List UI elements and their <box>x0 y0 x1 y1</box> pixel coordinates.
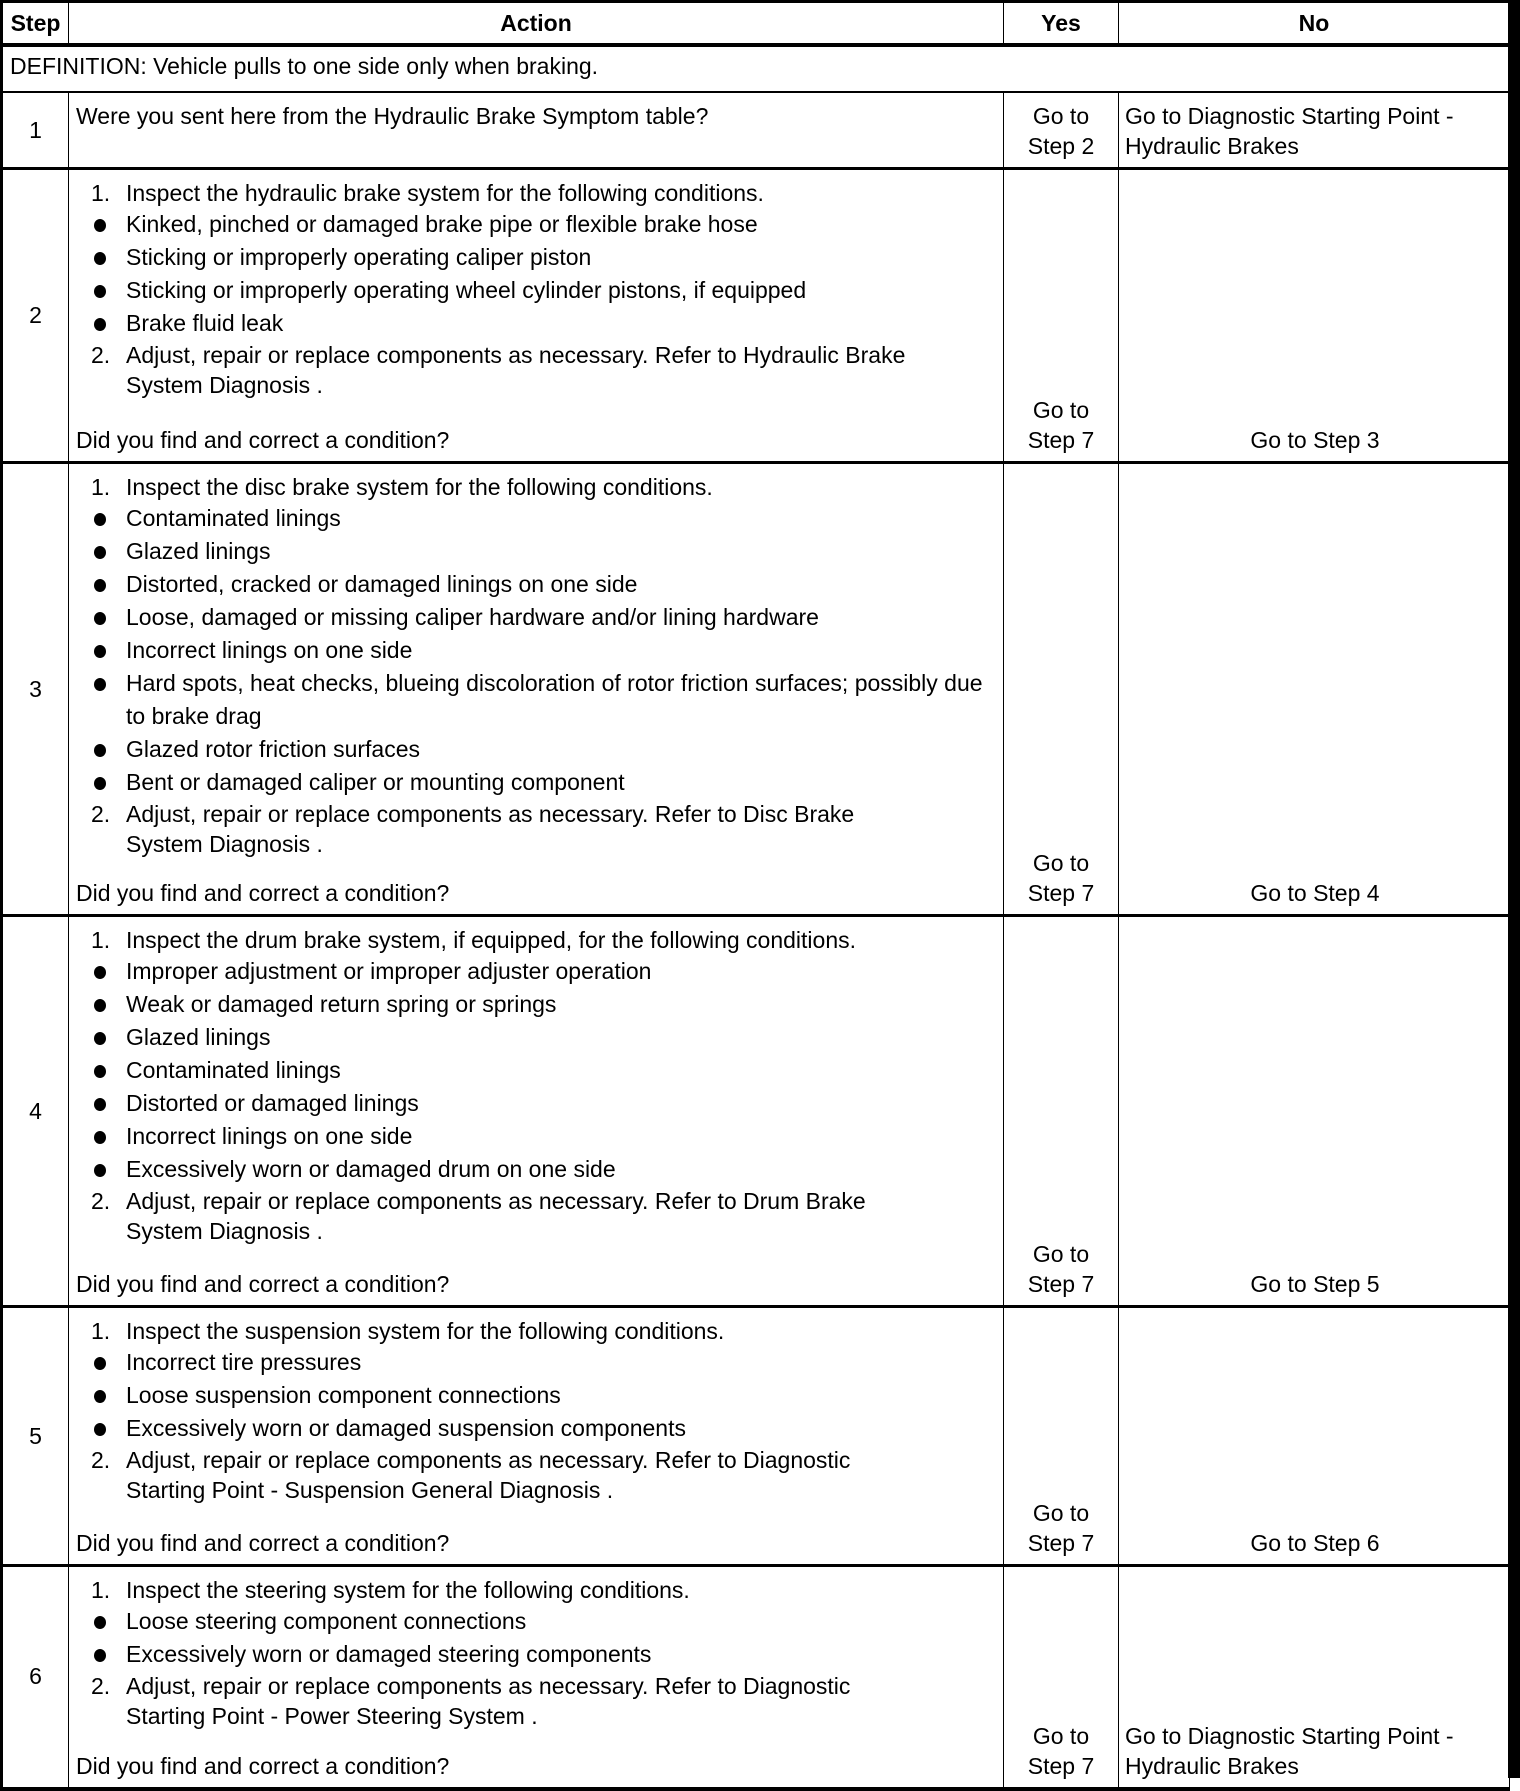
step-number: 3 <box>2 463 69 916</box>
step-number: 5 <box>2 1307 69 1566</box>
bullet-text: Incorrect linings on one side <box>126 1123 413 1149</box>
bullet-text: Glazed linings <box>126 1024 271 1050</box>
bullet-icon <box>94 1164 106 1177</box>
bullet-item <box>76 1605 995 1638</box>
definition-text: DEFINITION: Vehicle pulls to one side only when braking. <box>2 45 1510 92</box>
step-number: 6 <box>2 1566 69 1789</box>
yes-line: Go to <box>1032 1500 1090 1526</box>
bullet-icon <box>94 285 106 298</box>
bullet-item <box>76 1379 995 1412</box>
bullet-item <box>76 667 995 733</box>
yes-cell <box>1004 463 1119 916</box>
inspect-text: Inspect the drum brake system, if equipped, for the following conditions. <box>126 927 857 953</box>
yes-line: Go to <box>1032 1241 1090 1267</box>
question: Did you find and correct a condition? <box>76 1271 450 1297</box>
bullet-text: Sticking or improperly operating caliper piston <box>126 244 592 270</box>
no-cell <box>1119 1307 1510 1566</box>
yes-line: Step 2 <box>1027 133 1095 159</box>
bullet-text: Excessively worn or damaged drum on one side <box>126 1156 616 1182</box>
bullet-icon <box>94 1649 106 1662</box>
no-cell <box>1119 463 1510 916</box>
bullet-icon <box>94 1131 106 1144</box>
bullet-text: Sticking or improperly operating wheel cylinder pistons, if equipped <box>126 277 807 303</box>
bullet-text: Contaminated linings <box>126 505 341 531</box>
list-item-1 <box>76 178 995 340</box>
list-item-2 <box>76 1186 995 1246</box>
bullet-item <box>76 988 995 1021</box>
bullet-list <box>76 502 995 799</box>
adjust-text: Starting Point - Suspension General Diagnosis . <box>126 1477 614 1503</box>
yes-line: Go to <box>1032 1722 1090 1749</box>
bullet-icon <box>94 966 106 979</box>
bullet-icon <box>94 1616 106 1629</box>
list-number: 2. <box>91 801 111 827</box>
bullet-icon <box>94 645 106 658</box>
yes-cell <box>1004 92 1119 169</box>
bullet-text: Hard spots, heat checks, blueing discoloration of rotor friction surfaces; possibly due to brake drag <box>126 670 983 729</box>
bullet-item <box>76 634 995 667</box>
bullet-icon <box>94 579 106 592</box>
step-row-3 <box>2 463 1510 916</box>
list-number: 2. <box>91 1188 111 1214</box>
list-number: 1. <box>91 927 111 953</box>
list-item-1 <box>76 472 995 799</box>
inspect-text: Inspect the hydraulic brake system for the following conditions. <box>126 180 764 206</box>
bullet-icon <box>94 219 106 232</box>
bullet-icon <box>94 1390 106 1403</box>
bullet-text: Loose suspension component connections <box>126 1382 561 1408</box>
bullet-text: Incorrect linings on one side <box>126 637 413 663</box>
bullet-text: Distorted, cracked or damaged linings on one side <box>126 571 638 597</box>
action-cell <box>69 169 1004 463</box>
bullet-item <box>76 1346 995 1379</box>
header-step: Step <box>2 2 69 46</box>
list-number: 1. <box>91 474 111 500</box>
adjust-text: System Diagnosis . <box>126 372 323 398</box>
no-line: Go to Diagnostic Starting Point - <box>1125 103 1454 129</box>
question: Did you find and correct a condition? <box>76 1530 450 1556</box>
list-item-2 <box>76 1671 995 1731</box>
step-number: 2 <box>2 169 69 463</box>
step-number: 1 <box>2 92 69 169</box>
numbered-list <box>76 1575 995 1731</box>
bullet-text: Distorted or damaged linings <box>126 1090 419 1116</box>
adjust-text: Adjust, repair or replace components as necessary. Refer to Diagnostic <box>126 1447 851 1473</box>
bullet-item <box>76 955 995 988</box>
bullet-item <box>76 535 995 568</box>
list-item-2 <box>76 799 995 859</box>
inspect-text: Inspect the suspension system for the following conditions. <box>126 1318 725 1344</box>
bullet-item <box>76 1153 995 1186</box>
no-cell <box>1119 92 1510 169</box>
bullet-item <box>76 1120 995 1153</box>
no-cell <box>1119 169 1510 463</box>
numbered-list <box>76 1316 995 1505</box>
bullet-item <box>76 601 995 634</box>
yes-line: Go to <box>1032 397 1090 423</box>
action-cell <box>69 92 1004 169</box>
bullet-text: Incorrect tire pressures <box>126 1349 362 1375</box>
bullet-icon <box>94 744 106 757</box>
bullet-text: Bent or damaged caliper or mounting component <box>126 769 625 795</box>
yes-line: Step 7 <box>1027 1271 1095 1297</box>
adjust-text: System Diagnosis . <box>126 1218 323 1244</box>
bullet-icon <box>94 1065 106 1078</box>
bullet-item <box>76 568 995 601</box>
no-cell <box>1119 916 1510 1307</box>
action-cell <box>69 916 1004 1307</box>
list-number: 1. <box>91 1318 111 1344</box>
list-item-1 <box>76 1575 995 1671</box>
yes-line: Go to <box>1032 850 1090 876</box>
bullet-icon <box>94 1098 106 1111</box>
bullet-text: Excessively worn or damaged suspension components <box>126 1415 686 1441</box>
bullet-item <box>76 1638 995 1671</box>
adjust-text: Adjust, repair or replace components as necessary. Refer to Hydraulic Brake <box>126 342 906 368</box>
bullet-text: Weak or damaged return spring or springs <box>126 991 557 1017</box>
yes-cell <box>1004 916 1119 1307</box>
list-item-2 <box>76 340 995 400</box>
bullet-item <box>76 1054 995 1087</box>
bullet-item <box>76 274 995 307</box>
no-line: Hydraulic Brakes <box>1125 133 1299 159</box>
bullet-text: Contaminated linings <box>126 1057 341 1083</box>
step-row-1 <box>2 92 1510 169</box>
no-line: Go to Step 5 <box>1250 1271 1380 1297</box>
no-line: Go to Step 6 <box>1250 1530 1380 1556</box>
bullet-item <box>76 1021 995 1054</box>
step-row-5 <box>2 1307 1510 1566</box>
adjust-text: Adjust, repair or replace components as necessary. Refer to Diagnostic <box>126 1673 851 1699</box>
yes-cell <box>1004 1566 1119 1789</box>
adjust-text: System Diagnosis . <box>126 831 323 857</box>
bullet-icon <box>94 252 106 265</box>
question: Did you find and correct a condition? <box>76 427 450 453</box>
header-yes: Yes <box>1004 2 1119 46</box>
list-number: 2. <box>91 1673 111 1699</box>
bullet-icon <box>94 612 106 625</box>
action-cell <box>69 463 1004 916</box>
list-item-1 <box>76 1316 995 1445</box>
list-item-1 <box>76 925 995 1186</box>
bullet-list <box>76 1605 995 1671</box>
yes-line: Step 7 <box>1027 880 1095 906</box>
bullet-item <box>76 241 995 274</box>
step-row-4 <box>2 916 1510 1307</box>
bullet-text: Excessively worn or damaged steering components <box>126 1641 652 1667</box>
bullet-icon <box>94 318 106 331</box>
no-line: Go to Diagnostic Starting Point - <box>1125 1722 1454 1749</box>
bullet-icon <box>94 1423 106 1436</box>
bullet-icon <box>94 546 106 559</box>
step-row-6 <box>2 1566 1510 1789</box>
numbered-list <box>76 472 995 859</box>
bullet-text: Glazed linings <box>126 538 271 564</box>
bullet-icon <box>94 513 106 526</box>
bullet-text: Loose steering component connections <box>126 1608 527 1634</box>
no-line: Hydraulic Brakes <box>1125 1752 1299 1779</box>
header-row <box>2 2 1510 46</box>
bullet-item <box>76 1087 995 1120</box>
bullet-icon <box>94 1357 106 1370</box>
list-number: 1. <box>91 180 111 206</box>
no-line: Go to Step 4 <box>1250 880 1380 906</box>
definition-row <box>2 45 1510 92</box>
bullet-item <box>76 1412 995 1445</box>
action-cell <box>69 1307 1004 1566</box>
header-action: Action <box>69 2 1004 46</box>
bullet-item <box>76 208 995 241</box>
inspect-text: Inspect the disc brake system for the following conditions. <box>126 474 713 500</box>
bullet-list <box>76 955 995 1186</box>
bullet-list <box>76 208 995 340</box>
list-number: 1. <box>91 1577 111 1603</box>
inspect-text: Inspect the steering system for the following conditions. <box>126 1577 690 1603</box>
bullet-item <box>76 733 995 766</box>
bullet-item <box>76 307 995 340</box>
yes-line: Step 7 <box>1027 427 1095 453</box>
list-number: 2. <box>91 342 111 368</box>
adjust-text: Adjust, repair or replace components as necessary. Refer to Drum Brake <box>126 1188 866 1214</box>
list-item-2 <box>76 1445 995 1505</box>
adjust-text: Starting Point - Power Steering System . <box>126 1703 538 1729</box>
bullet-item <box>76 502 995 535</box>
bullet-icon <box>94 1032 106 1045</box>
no-line: Go to Step 3 <box>1250 427 1380 453</box>
bullet-item <box>76 766 995 799</box>
step-row-2 <box>2 169 1510 463</box>
question: Did you find and correct a condition? <box>76 1752 450 1779</box>
bullet-text: Kinked, pinched or damaged brake pipe or flexible brake hose <box>126 211 758 237</box>
action-cell <box>69 1566 1004 1789</box>
yes-line: Step 7 <box>1027 1752 1095 1779</box>
bullet-text: Brake fluid leak <box>126 310 284 336</box>
bullet-text: Glazed rotor friction surfaces <box>126 736 421 762</box>
question: Were you sent here from the Hydraulic Brake Symptom table? <box>76 103 709 129</box>
yes-line: Step 7 <box>1027 1530 1095 1556</box>
bullet-text: Improper adjustment or improper adjuster operation <box>126 958 652 984</box>
adjust-text: Adjust, repair or replace components as necessary. Refer to Disc Brake <box>126 801 855 827</box>
yes-cell <box>1004 1307 1119 1566</box>
bullet-icon <box>94 999 106 1012</box>
bullet-icon <box>94 777 106 790</box>
step-number: 4 <box>2 916 69 1307</box>
numbered-list <box>76 925 995 1246</box>
yes-line: Go to <box>1032 103 1090 129</box>
numbered-list <box>76 178 995 400</box>
yes-cell <box>1004 169 1119 463</box>
no-cell <box>1119 1566 1510 1789</box>
bullet-icon <box>94 678 106 691</box>
question: Did you find and correct a condition? <box>76 880 450 906</box>
header-no: No <box>1119 2 1510 46</box>
bullet-list <box>76 1346 995 1445</box>
bullet-text: Loose, damaged or missing caliper hardware and/or lining hardware <box>126 604 819 630</box>
list-number: 2. <box>91 1447 111 1473</box>
